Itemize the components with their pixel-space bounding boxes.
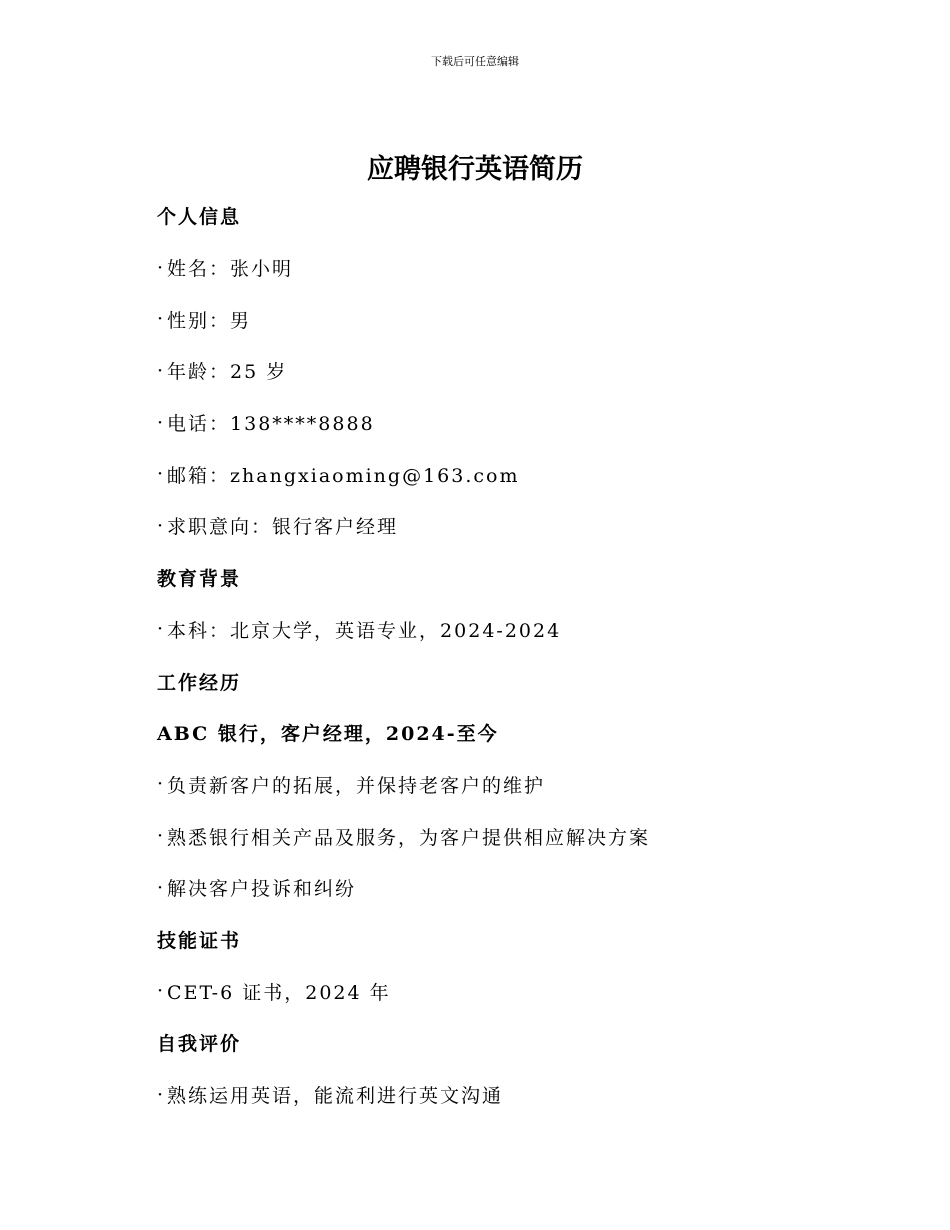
section-heading-self-evaluation: 自我评价: [157, 1033, 242, 1056]
list-item-job-intention: [157, 500, 857, 552]
list-item-text: 解决客户投诉和纠纷: [167, 878, 357, 901]
document-title: 应聘银行英语简历: [367, 154, 583, 185]
list-item-text: 熟练运用英语，能流利进行英文沟通: [167, 1085, 504, 1108]
list-item-text: 邮箱：zhangxiaoming@163.com: [167, 464, 520, 487]
bullet: ·: [157, 825, 164, 848]
section-heading-work: 工作经历: [157, 671, 242, 694]
bullet: ·: [157, 256, 164, 279]
bullet: ·: [157, 1083, 164, 1106]
resume-content: [157, 190, 857, 1120]
list-item-phone: [157, 397, 857, 449]
list-item-duty-1: [157, 759, 857, 811]
bullet: ·: [157, 773, 164, 796]
list-item-text: 熟悉银行相关产品及服务，为客户提供相应解决方案: [167, 826, 651, 849]
bullet: ·: [157, 359, 164, 382]
bullet: ·: [157, 514, 164, 537]
list-item-duty-3: [157, 862, 857, 914]
bullet: ·: [157, 876, 164, 899]
list-item-text: 姓名：张小明: [167, 258, 294, 281]
list-item-text: CET-6 证书，2024 年: [167, 981, 391, 1004]
job-title: ABC 银行，客户经理，2024-至今: [157, 723, 499, 746]
bullet: ·: [157, 411, 164, 434]
bullet: ·: [157, 463, 164, 486]
bullet: ·: [157, 308, 164, 331]
list-item-duty-2: [157, 810, 857, 862]
bullet: ·: [157, 618, 164, 641]
list-item-email: [157, 448, 857, 500]
section-heading-education: 教育背景: [157, 568, 242, 591]
list-item-gender: [157, 293, 857, 345]
list-item-age: [157, 345, 857, 397]
page-header: 下载后可任意编辑: [431, 55, 519, 68]
list-item-text: 年龄：25 岁: [167, 361, 288, 384]
list-item-degree: [157, 604, 857, 656]
list-item-text: 性别：男: [167, 309, 252, 332]
bullet: ·: [157, 980, 164, 1003]
list-item-text: 电话：138****8888: [167, 413, 375, 436]
list-item-certificate: [157, 965, 857, 1017]
list-item-name: [157, 242, 857, 294]
list-item-text: 求职意向：银行客户经理: [167, 516, 399, 539]
list-item-text: 本科：北京大学，英语专业，2024-2024: [167, 619, 562, 642]
list-item-text: 负责新客户的拓展，并保持老客户的维护: [167, 774, 546, 797]
section-heading-personal-info: 个人信息: [157, 206, 242, 229]
list-item-self-evaluation: [157, 1069, 857, 1121]
section-heading-skills: 技能证书: [157, 929, 242, 952]
